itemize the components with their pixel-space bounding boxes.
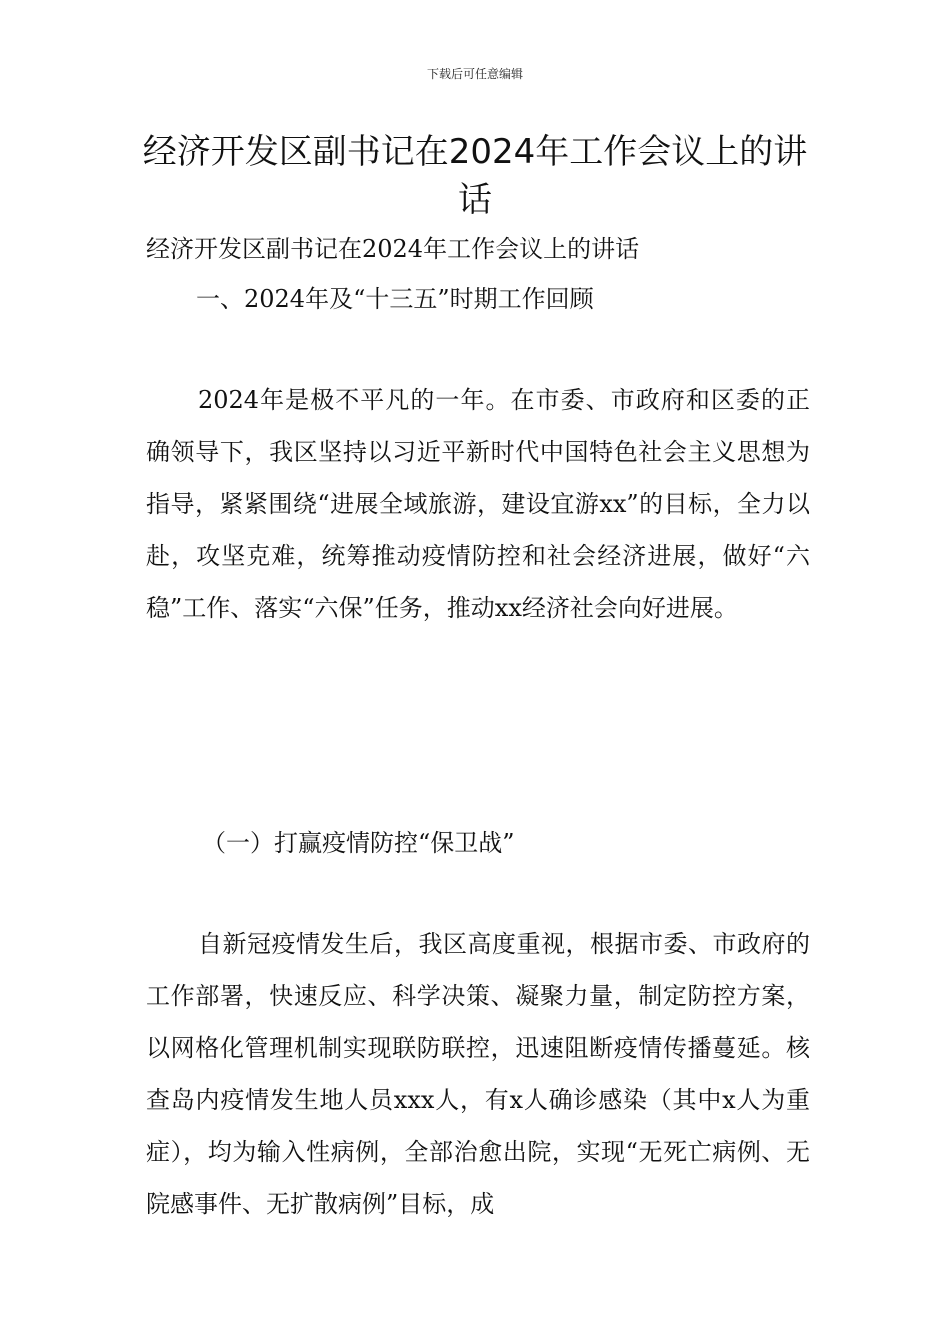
body-paragraph-2: 自新冠疫情发生后，我区高度重视，根据市委、市政府的工作部署，快速反应、科学决策、凝聚力量，制定防控方案，以网格化管理机制实现联防联控，迅速阻断疫情传播蔓延。核查岛内疫情发生地人员xxx人，有x人确诊感染（其中x人为重症），均为输入性病例，全部治愈出院，实现“无死亡病例、无院感事件、无扩散病例”目标，成 <box>146 930 810 1218</box>
header-note: 下载后可任意编辑 <box>426 67 523 81</box>
document-subtitle: 经济开发区副书记在2024年工作会议上的讲话 <box>146 235 640 263</box>
document-title: 经济开发区副书记在2024年工作会议上的讲话 <box>142 132 808 220</box>
section-heading: 一、2024年及“十三五”时期工作回顾 <box>196 285 594 313</box>
subsection-heading: （一）打赢疫情防控“保卫战” <box>202 829 515 857</box>
body-paragraph-1: 2024年是极不平凡的一年。在市委、市政府和区委的正确领导下，我区坚持以习近平新时代中国特色社会主义思想为指导，紧紧围绕“进展全域旅游，建设宜游xx”的目标，全力以赴，攻坚克难，统筹推动疫情防控和社会经济进展，做好“六稳”工作、落实“六保”任务，推动xx经济社会向好进展。 <box>146 386 810 622</box>
